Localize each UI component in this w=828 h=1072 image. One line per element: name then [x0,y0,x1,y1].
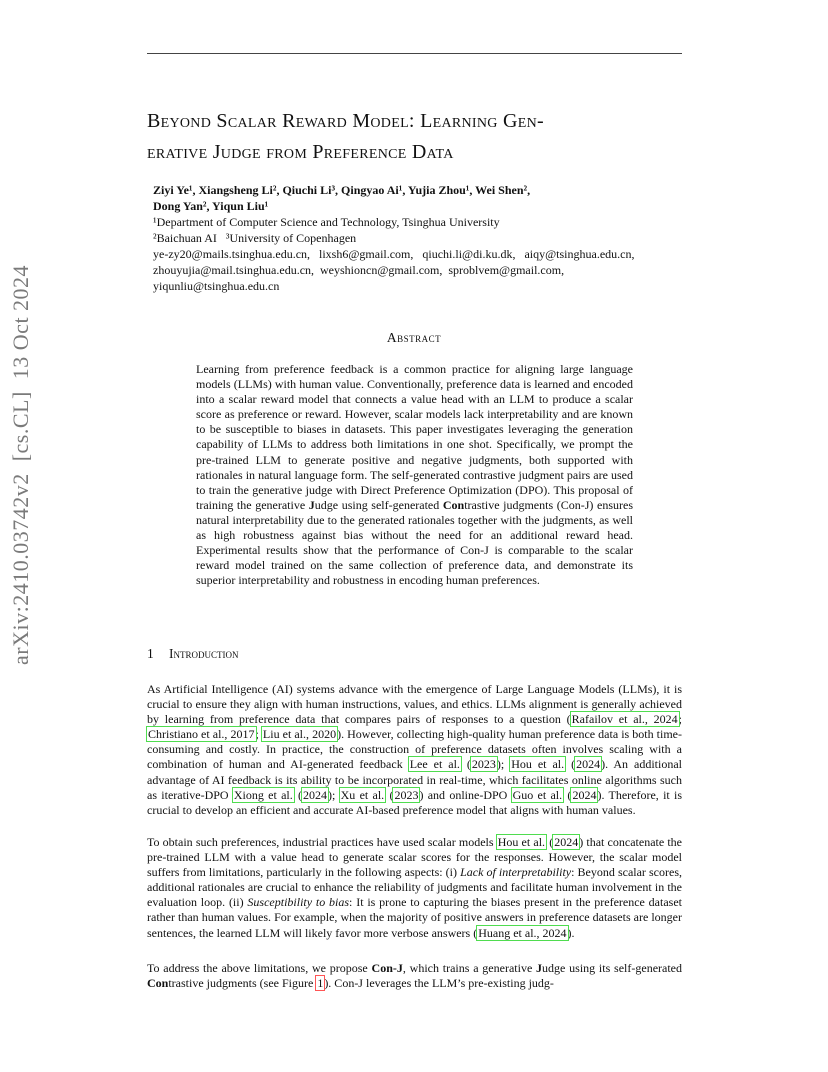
author-names-line-1: Ziyi Ye¹, Xiangsheng Li², Qiuchi Li³, Qingyao Ai¹, Yujia Zhou¹, Wei Shen², [153,183,531,197]
text: To obtain such preferences, industrial practices have used scalar models [147,835,497,849]
text: trastive judgments (see Figure [168,976,317,991]
citation-link[interactable]: Liu et al., 2020 [262,727,337,742]
text: ; [332,787,340,802]
text: udge using its self-generated [542,961,682,975]
abstract-con-bold: Con [442,497,465,512]
abstract-heading: Abstract [386,330,442,345]
intro-paragraph-3 [147,961,682,991]
text: ; [255,727,262,742]
text: ). Con-J leverages the LLM’s pre-existing judg- [324,976,554,991]
section-number: 1 [147,646,154,661]
text: and online-DPO [423,787,512,802]
text: ). However, collecting high-quality human preference data is both time-consuming and costly. In practice, the construction of preference datasets often involves scaling with a combination of human and AI-generated feedback [147,727,683,772]
abstract-text-1: Learning from preference feedback is a common practice for aligning large language models (LLMs) with human value. Conventionally, preference data is learned and encoded into a scalar reward model that connects a value head with an LLM to produce a scalar score as preference or reward. However, scalar models lack interpretability and are known to be susceptible to biases in datasets. This paper investigates leveraging the generation capability of LLMs to address both limitations in one shot. Specifically, we prompt the pre-trained LLM to generate positive and negative judgments, both supported with rationales in natural language form. The self-generated contrastive judgment pairs are used to train the generative judge with Direct Preference Optimization (DPO). This proposal of training the generative [196,362,633,512]
citation-link[interactable]: Hou et al. [511,757,565,772]
arxiv-id: arXiv:2410.03742v2 [8,473,33,665]
text: , which trains a generative [402,961,537,975]
citation-year-link[interactable]: 2023 [471,757,496,772]
abstract-text-2: udge using self-generated [314,497,443,512]
text: ; [500,757,511,772]
citation-link[interactable]: Hou et al. [497,835,546,849]
emails-line-3: yiqunliu@tsinghua.edu.cn [153,279,280,293]
method-name-bold: Con-J [371,961,403,975]
emails-line-2: zhouyujia@mail.tsinghua.edu.cn, weyshioncn@gmail.com, sproblvem@gmail.com, [153,263,565,277]
emphasis: Lack of interpretability [460,865,572,880]
text: To address the above limitations, we propose [147,961,372,975]
arxiv-category: [cs.CL] [8,391,33,462]
bold-letters: Con [147,976,169,991]
title-line-1: Beyond Scalar Reward Model: Learning Gen- [147,110,544,132]
text: that concatenate the pre-trained LLM with a value head to generate scalar scores for the responses. However, the scalar model suffers from limitations, particularly in the following aspects: (i) [147,835,683,880]
text: ; [678,712,682,727]
text: : Beyond scalar scores, additional rationales are crucial to enhance the reliability of judgments and facilitate human involvement in the evaluation loop. (ii) [147,865,682,910]
citation-year-link[interactable]: 2023 [394,787,419,802]
author-block [153,182,693,294]
affiliation-1: ¹Department of Computer Science and Technology, Tsinghua University [153,215,500,229]
citation-link[interactable]: Huang et al., 2024 [478,925,567,940]
text: . Therefore, it is crucial to develop an efficient and accurate AI-based preference model that aligns with human values. [147,787,683,817]
section-title: Introduction [169,646,239,661]
text: : It is prone to capturing the biases present in the preference dataset rather than human values. For example, when the majority of positive answers in preference datasets are longer sentences, the learned LLM will likely favor more verbose answers ( [147,895,682,940]
abstract-body [196,362,633,588]
author-names-line-2: Dong Yan², Yiqun Liu¹ [153,199,269,213]
section-heading-introduction [147,646,239,662]
bold-letter: J [536,961,543,975]
citation-link[interactable]: Rafailov et al., 2024 [571,712,678,727]
citation-link[interactable]: Xiong et al. [233,787,293,802]
citation-link[interactable]: Christiano et al., 2017 [148,727,255,742]
citation-year-link[interactable]: 2024 [554,835,579,849]
intro-paragraph-1: As Artificial Intelligence (AI) systems advance with the emergence of Large Language Models (LLMs), it is crucial to ensure they align with human instructions, values, and ethics. LLMs alignment is generally achieved by learning from preference data that compares pairs of responses to a question (Rafailov et al., 2024; Christiano et al., 2017; Liu et al., 2020). However, collecting high-quality human preference data is both time-consuming and costly. In practice, the construction of preference datasets often involves scaling with a combination of human and AI-generated feedback Lee et al. (2023); Hou et al. (2024). An additional advantage of AI feedback is its ability to be incorporated in real-time, which facilitates online algorithms such as iterative-DPO Xiong et al. (2024); Xu et al. (2023) and online-DPO Guo et al. (2024). Therefore, it is crucial to develop an efficient and accurate AI-based preference model that aligns with human values. [147,682,683,817]
arxiv-sidebar-stamp [8,253,34,665]
affiliation-2: ²Baichuan AI ³University of Copenhagen [153,231,357,245]
citation-link[interactable]: Guo et al. [512,787,563,802]
intro-paragraph-2: To obtain such preferences, industrial practices have used scalar models Hou et al. (2024) that concatenate the pre-trained LLM with a value head to generate scalar scores for the responses. However, the scalar model suffers from limitations, particularly in the following aspects: (i) Lack of interpretability: Beyond scalar scores, additional rationales are crucial to enhance the reliability of judgments and facilitate human involvement in the evaluation loop. (ii) Susceptibility to bias: It is prone to capturing the biases present in the preference dataset rather than human values. For example, when the majority of positive answers in preference datasets are longer sentences, the learned LLM will likely favor more verbose answers (Huang et al., 2024). [147,835,683,940]
citation-year-link[interactable]: 2024 [576,757,601,772]
citation-link[interactable]: Lee et al. [409,757,460,772]
title-line-2: erative Judge from Preference Data [147,141,454,163]
emphasis: Susceptibility to bias [247,895,350,910]
paper-title [147,106,707,168]
citation-year-link[interactable]: 2024 [303,787,328,802]
top-rule [147,53,682,54]
citation-link[interactable]: Xu et al. [340,787,385,802]
arxiv-date: 13 Oct 2024 [8,264,33,380]
text: . An additional advantage of AI feedback is its ability to be incorporated in real-time, which facilitates online algorithms such as iterative-DPO [147,757,682,802]
emails-line-1: ye-zy20@mails.tsinghua.edu.cn, lixsh6@gmail.com, qiuchi.li@di.ku.dk, aiqy@tsinghua.edu.cn, [153,247,635,261]
citation-year-link[interactable]: 2024 [572,787,597,802]
text: ). [567,925,575,940]
abstract-text-3: trastive judgments (Con-J) ensures natural interpretability due to the generated rationales together with the judgments, as well as high robustness against bias without the need for an additional reward head. Experimental results show that the performance of Con-J is comparable to the scalar reward model trained on the same collection of preference data, and demonstrate its superior interpretability and robustness in encoding human preferences. [196,497,634,588]
abstract-judge-letter: J [308,497,315,512]
text: As Artificial Intelligence (AI) systems advance with the emergence of Large Language Models (LLMs), it is crucial to ensure they align with human instructions, values, and ethics. LLMs alignment is generally achieved by learning from preference data that compares pairs of responses to a question ( [147,682,682,727]
figure-ref-link[interactable]: 1 [317,976,324,991]
